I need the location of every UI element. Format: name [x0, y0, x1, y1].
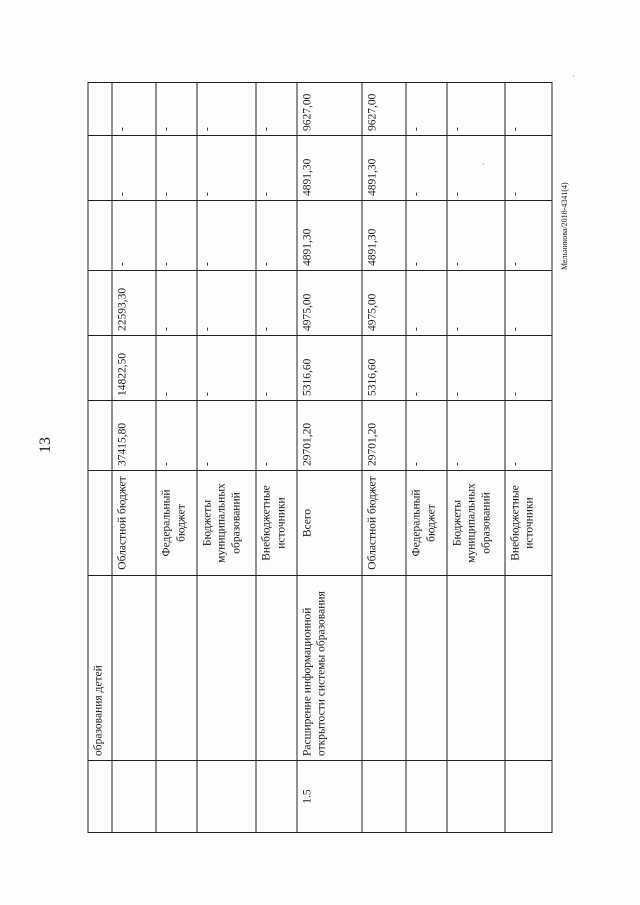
funding-source: Бюджеты муниципальных образований — [447, 471, 505, 576]
activity-name — [112, 576, 156, 761]
table-row — [406, 83, 447, 833]
activity-name: Расширение информационной открытости системы образования — [297, 576, 362, 761]
value-cell: - — [406, 401, 447, 471]
value-cell: - — [156, 336, 197, 401]
value-cell: - — [197, 83, 256, 136]
table-row — [447, 83, 505, 833]
row-number — [88, 761, 112, 833]
value-cell: - — [447, 401, 505, 471]
value-cell: 9627,00 — [362, 83, 406, 136]
document-id: Мельникова/2018-4341(4) — [560, 182, 569, 270]
value-cell: - — [156, 201, 197, 271]
value-cell: - — [197, 201, 256, 271]
value-cell: 4975,00 — [362, 271, 406, 336]
value-cell: - — [505, 336, 552, 401]
row-number — [406, 761, 447, 833]
budget-table — [88, 82, 553, 833]
value-cell: - — [447, 336, 505, 401]
budget-table-rotated — [88, 83, 553, 833]
value-cell: 29701,20 — [362, 401, 406, 471]
scan-speck: · — [572, 72, 575, 81]
value-cell: - — [156, 401, 197, 471]
table-body — [88, 83, 552, 833]
value-cell: - — [256, 271, 297, 336]
value-cell: - — [256, 201, 297, 271]
value-cell: - — [112, 201, 156, 271]
value-cell: 4891,30 — [297, 201, 362, 271]
value-cell: - — [112, 136, 156, 201]
value-cell: 14822,50 — [112, 336, 156, 401]
activity-name — [256, 576, 297, 761]
value-cell: - — [156, 136, 197, 201]
value-cell: 5316,60 — [297, 336, 362, 401]
funding-source: Федеральный бюджет — [406, 471, 447, 576]
value-cell: 29701,20 — [297, 401, 362, 471]
value-cell: - — [447, 201, 505, 271]
value-cell: 4975,00 — [297, 271, 362, 336]
activity-name — [505, 576, 552, 761]
value-cell: 5316,60 — [362, 336, 406, 401]
value-cell: - — [197, 336, 256, 401]
row-number — [156, 761, 197, 833]
row-number — [197, 761, 256, 833]
value-cell: - — [406, 136, 447, 201]
funding-source: Всего — [297, 471, 362, 576]
table-row — [88, 83, 112, 833]
activity-name — [197, 576, 256, 761]
funding-source: Внебюджетные источники — [256, 471, 297, 576]
activity-name — [406, 576, 447, 761]
activity-name — [156, 576, 197, 761]
row-number — [256, 761, 297, 833]
value-cell: - — [197, 271, 256, 336]
table-row — [362, 83, 406, 833]
value-cell: 4891,30 — [362, 136, 406, 201]
value-cell: - — [505, 83, 552, 136]
activity-name: образования детей — [88, 576, 112, 761]
row-number — [112, 761, 156, 833]
value-cell — [88, 136, 112, 201]
value-cell: - — [112, 83, 156, 136]
table-row — [197, 83, 256, 833]
value-cell: - — [197, 136, 256, 201]
funding-source: Бюджеты муниципальных образований — [197, 471, 256, 576]
value-cell: 37415,80 — [112, 401, 156, 471]
scan-speck: · — [482, 160, 485, 169]
funding-source — [88, 471, 112, 576]
value-cell: - — [256, 83, 297, 136]
value-cell: - — [505, 271, 552, 336]
activity-name — [362, 576, 406, 761]
value-cell: 22593,30 — [112, 271, 156, 336]
table-row — [156, 83, 197, 833]
value-cell: - — [505, 201, 552, 271]
table-row — [256, 83, 297, 833]
value-cell: - — [447, 271, 505, 336]
funding-source: Областной бюджет — [112, 471, 156, 576]
value-cell — [88, 201, 112, 271]
value-cell — [88, 336, 112, 401]
value-cell: - — [447, 136, 505, 201]
value-cell: - — [505, 136, 552, 201]
row-number: 1.5 — [297, 761, 362, 833]
value-cell: - — [406, 201, 447, 271]
table-row — [112, 83, 156, 833]
value-cell: - — [156, 271, 197, 336]
value-cell: - — [505, 401, 552, 471]
value-cell: - — [406, 83, 447, 136]
value-cell: 4891,30 — [297, 136, 362, 201]
row-number — [362, 761, 406, 833]
value-cell: - — [447, 83, 505, 136]
value-cell — [88, 271, 112, 336]
value-cell: - — [156, 83, 197, 136]
value-cell: 9627,00 — [297, 83, 362, 136]
value-cell: - — [256, 401, 297, 471]
value-cell — [88, 401, 112, 471]
table-row — [297, 83, 362, 833]
value-cell: - — [406, 336, 447, 401]
value-cell: 4891,30 — [362, 201, 406, 271]
funding-source: Областной бюджет — [362, 471, 406, 576]
value-cell: - — [256, 336, 297, 401]
table-row — [505, 83, 552, 833]
value-cell: - — [256, 136, 297, 201]
value-cell: - — [406, 271, 447, 336]
value-cell: - — [197, 401, 256, 471]
page-number: 13 — [37, 437, 54, 453]
value-cell — [88, 83, 112, 136]
funding-source: Федеральный бюджет — [156, 471, 197, 576]
row-number — [447, 761, 505, 833]
funding-source: Внебюджетные источники — [505, 471, 552, 576]
activity-name — [447, 576, 505, 761]
row-number — [505, 761, 552, 833]
